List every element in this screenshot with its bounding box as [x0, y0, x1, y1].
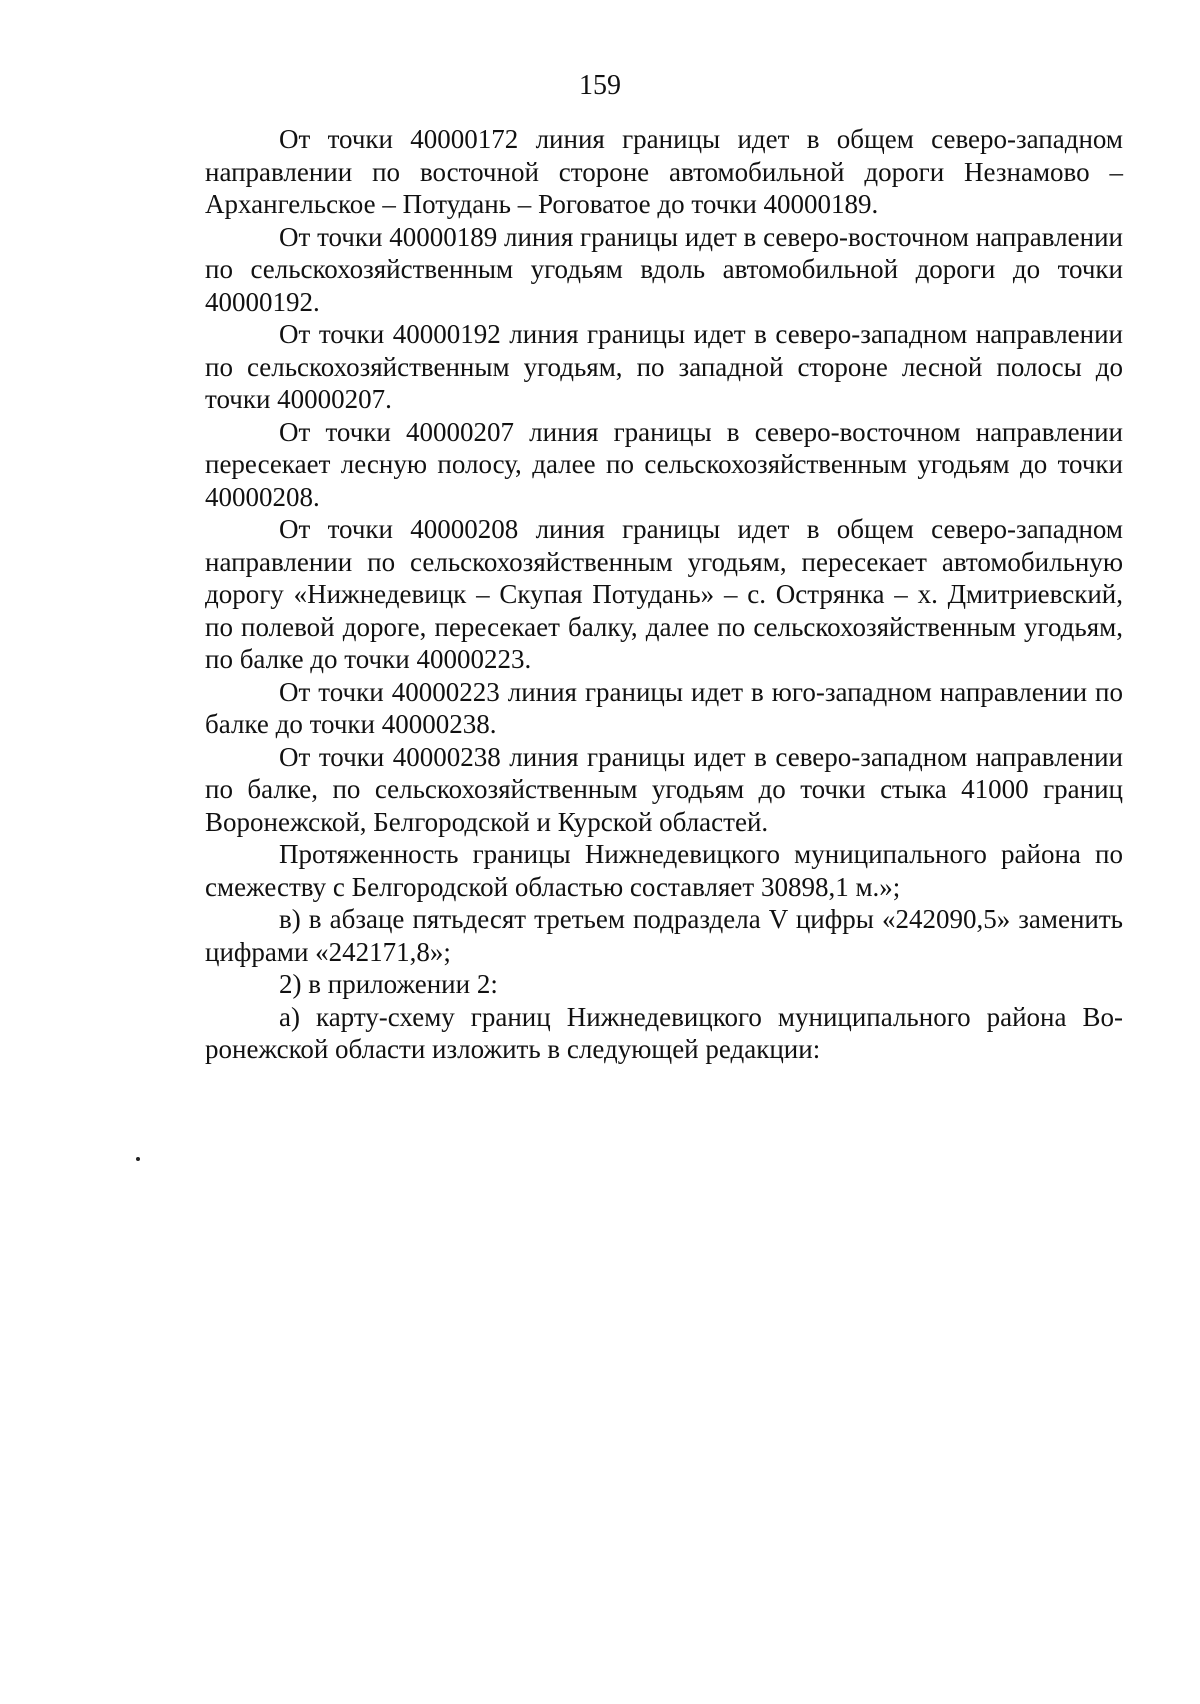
paragraph: От точки 40000207 линия границы в северо-восточном направлении пересекает лесную полосу, далее по сельскохозяйственным угодьям до точки 40000208. — [205, 416, 1123, 512]
paragraph: От точки 40000192 линия границы идет в северо-западном направлении по сельскохозяйственным угодьям, по западной стороне лесной полосы до точки 40000207. — [205, 319, 1123, 414]
scan-speck — [136, 1157, 140, 1161]
page-number: 159 — [579, 70, 621, 101]
paragraph: От точки 40000238 линия границы идет в северо-западном направлении по балке, по сельскохозяйственным угодьям до точки стыка 41000 границ Воронежской, Белгородской и Курской областей. — [205, 741, 1123, 837]
document-body — [205, 123, 1123, 1066]
paragraph: От точки 40000172 линия границы идет в общем северо-западном направлении по восточной стороне автомобильной дороги Незнамово – Архангельское – Потудань – Роговатое до точки 40000189. — [205, 124, 1123, 219]
paragraph: Протяженность границы Нижнедевицкого муниципального района по смежеству с Белгородской областью составляет 30898,1 м.»; — [205, 839, 1123, 902]
paragraph: От точки 40000223 линия границы идет в юго-западном направлении по балке до точки 40000238. — [205, 676, 1123, 739]
paragraph: в) в абзаце пятьдесят третьем подраздела V цифры «242090,5» заменить цифрами «242171,8»; — [205, 904, 1123, 967]
paragraph: 2) в приложении 2: — [279, 969, 498, 999]
paragraph: От точки 40000208 линия границы идет в общем северо-западном направлении по сельскохозяйственным угодьям, пересекает автомобильную дорогу «Нижнедевицк – Скупая Потудань» – с. Острянка – х. Дмитриевский, по полевой дороге, пересекает балку, далее по сельскохозяйственным угодьям, по балке до точки 40000223. — [205, 514, 1123, 674]
paragraph: От точки 40000189 линия границы идет в северо-восточном направлении по сельскохозяйственным угодьям вдоль автомобильной дороги до точки 40000192. — [205, 221, 1123, 317]
paragraph: а) карту-схему границ Нижнедевицкого муниципального района Воронежской области изложить в следующей редакции: — [205, 1001, 1123, 1064]
